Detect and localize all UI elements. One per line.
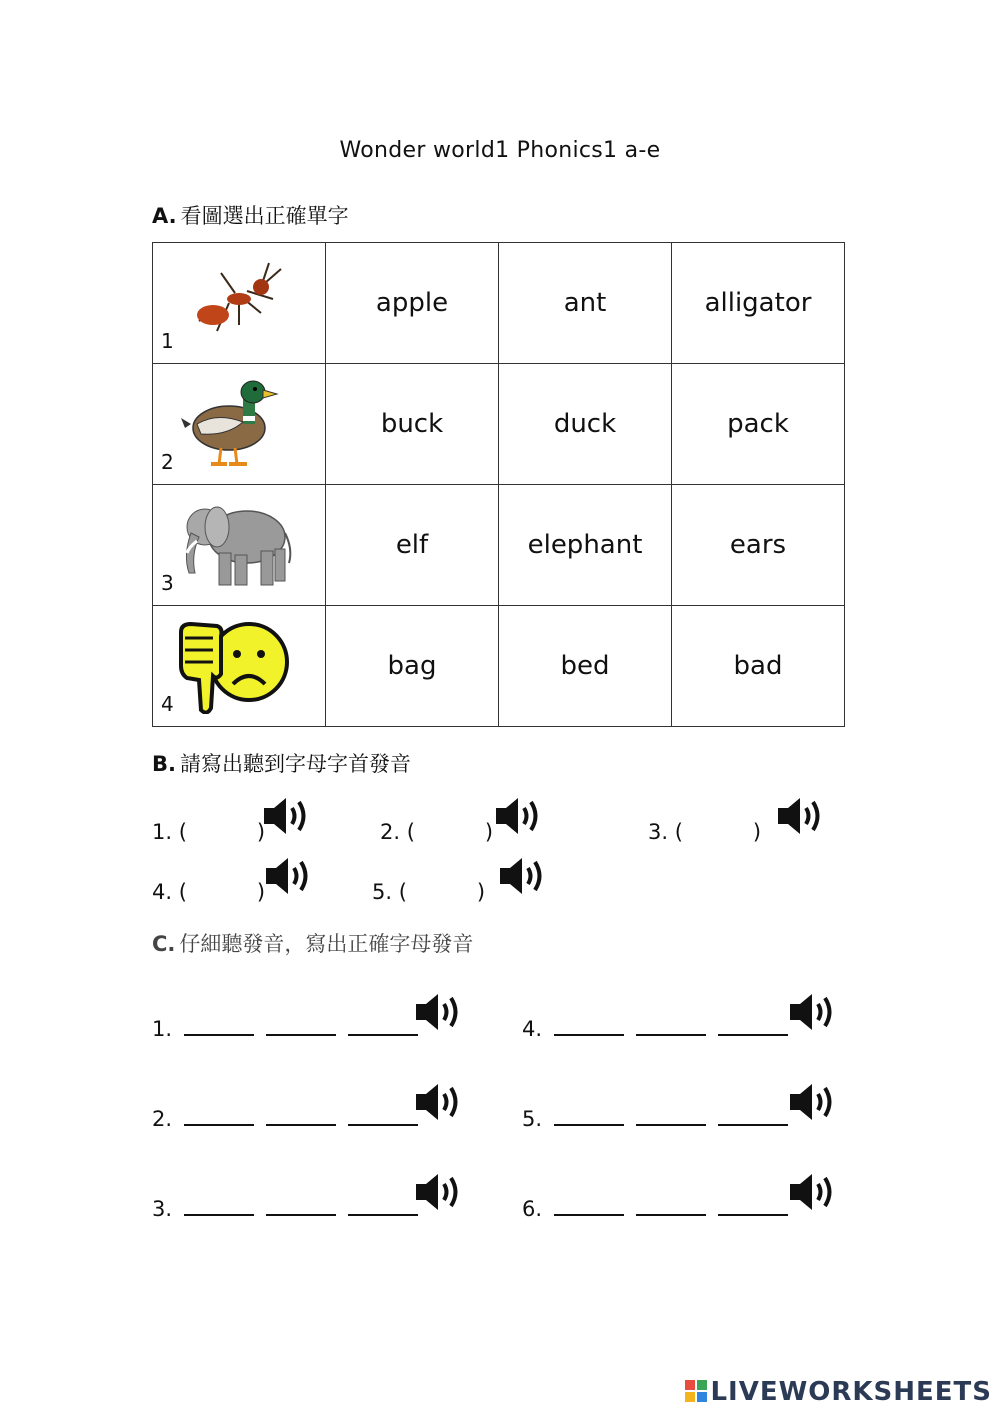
speaker-icon[interactable] <box>788 1082 840 1122</box>
section-c-label: C. <box>152 932 176 956</box>
c-item-number: 6. <box>522 1197 543 1221</box>
speaker-icon[interactable] <box>776 796 828 836</box>
answer-blank[interactable] <box>636 1196 706 1216</box>
row-number: 1 <box>161 329 174 353</box>
answer-blank[interactable] <box>348 1106 418 1126</box>
b-item-close: ) <box>476 880 486 904</box>
section-b-text: 請寫出聽到字母字首發音 <box>179 752 411 776</box>
answer-blank[interactable] <box>266 1016 336 1036</box>
speaker-icon[interactable] <box>498 856 550 896</box>
word-option[interactable]: ears <box>672 485 845 606</box>
elephant-picture <box>177 493 297 593</box>
answer-blank[interactable] <box>718 1106 788 1126</box>
section-b-heading <box>152 748 411 778</box>
b-item-close: ) <box>484 820 494 844</box>
speaker-icon[interactable] <box>264 856 316 896</box>
picture-word-table <box>152 242 845 727</box>
answer-blank[interactable] <box>554 1106 624 1126</box>
c-item-6 <box>522 1196 788 1221</box>
answer-blank[interactable] <box>266 1106 336 1126</box>
ant-picture <box>177 251 297 351</box>
word-option[interactable]: buck <box>326 364 499 485</box>
c-item-number: 5. <box>522 1107 543 1131</box>
section-c-text: 仔細聽發音，寫出正確字母發音 <box>179 932 474 956</box>
section-c-heading <box>152 928 473 958</box>
picture-cell-3 <box>153 485 326 606</box>
b-item-4 <box>152 880 265 904</box>
word-option[interactable]: apple <box>326 243 499 364</box>
c-item-number: 1. <box>152 1017 173 1041</box>
answer-blank[interactable] <box>184 1016 254 1036</box>
word-option[interactable]: bad <box>672 606 845 727</box>
speaker-icon[interactable] <box>494 796 546 836</box>
speaker-icon[interactable] <box>788 1172 840 1212</box>
word-option[interactable]: elf <box>326 485 499 606</box>
liveworksheets-logo <box>685 1377 992 1407</box>
word-option[interactable]: pack <box>672 364 845 485</box>
word-option[interactable]: alligator <box>672 243 845 364</box>
b-item-1 <box>152 820 265 844</box>
thumbs-down-sad-face-picture <box>177 614 297 714</box>
b-item-close: ) <box>752 820 762 844</box>
word-option[interactable]: bed <box>499 606 672 727</box>
speaker-icon[interactable] <box>414 1082 466 1122</box>
answer-blank[interactable] <box>348 1196 418 1216</box>
logo-text: LIVEWORKSHEETS <box>710 1377 992 1407</box>
picture-cell-4 <box>153 606 326 727</box>
speaker-icon[interactable] <box>414 992 466 1032</box>
section-a-heading <box>152 200 349 230</box>
b-item-3 <box>648 820 761 844</box>
b-item-open: 3. ( <box>648 820 683 844</box>
c-item-number: 3. <box>152 1197 173 1221</box>
answer-blank[interactable] <box>554 1016 624 1036</box>
speaker-icon[interactable] <box>262 796 314 836</box>
answer-blank[interactable] <box>348 1016 418 1036</box>
b-item-close: ) <box>256 820 266 844</box>
c-item-number: 4. <box>522 1017 543 1041</box>
speaker-icon[interactable] <box>414 1172 466 1212</box>
c-item-5 <box>522 1106 788 1131</box>
answer-blank[interactable] <box>718 1016 788 1036</box>
answer-blank[interactable] <box>718 1196 788 1216</box>
b-item-open: 4. ( <box>152 880 187 904</box>
word-option[interactable]: elephant <box>499 485 672 606</box>
logo-icon <box>685 1380 707 1402</box>
b-item-open: 5. ( <box>372 880 407 904</box>
b-item-2 <box>380 820 493 844</box>
section-a-label: A. <box>152 204 177 228</box>
c-item-number: 2. <box>152 1107 173 1131</box>
c-item-4 <box>522 1016 788 1041</box>
row-number: 2 <box>161 450 174 474</box>
duck-picture <box>177 372 297 472</box>
answer-blank[interactable] <box>554 1196 624 1216</box>
worksheet-title: Wonder world1 Phonics1 a-e <box>339 138 661 163</box>
c-item-2 <box>152 1106 418 1131</box>
c-item-3 <box>152 1196 418 1221</box>
b-item-5 <box>372 880 485 904</box>
section-b-label: B. <box>152 752 176 776</box>
speaker-icon[interactable] <box>788 992 840 1032</box>
picture-cell-2 <box>153 364 326 485</box>
section-a-text: 看圖選出正確單字 <box>180 204 349 228</box>
answer-blank[interactable] <box>266 1196 336 1216</box>
word-option[interactable]: ant <box>499 243 672 364</box>
row-number: 4 <box>161 692 174 716</box>
word-option[interactable]: bag <box>326 606 499 727</box>
table-row <box>153 606 845 727</box>
table-row <box>153 364 845 485</box>
answer-blank[interactable] <box>184 1106 254 1126</box>
answer-blank[interactable] <box>636 1016 706 1036</box>
b-item-open: 2. ( <box>380 820 415 844</box>
word-option[interactable]: duck <box>499 364 672 485</box>
row-number: 3 <box>161 571 174 595</box>
table-row <box>153 243 845 364</box>
table-row <box>153 485 845 606</box>
answer-blank[interactable] <box>184 1196 254 1216</box>
b-item-close: ) <box>256 880 266 904</box>
b-item-open: 1. ( <box>152 820 187 844</box>
picture-cell-1 <box>153 243 326 364</box>
answer-blank[interactable] <box>636 1106 706 1126</box>
c-item-1 <box>152 1016 418 1041</box>
